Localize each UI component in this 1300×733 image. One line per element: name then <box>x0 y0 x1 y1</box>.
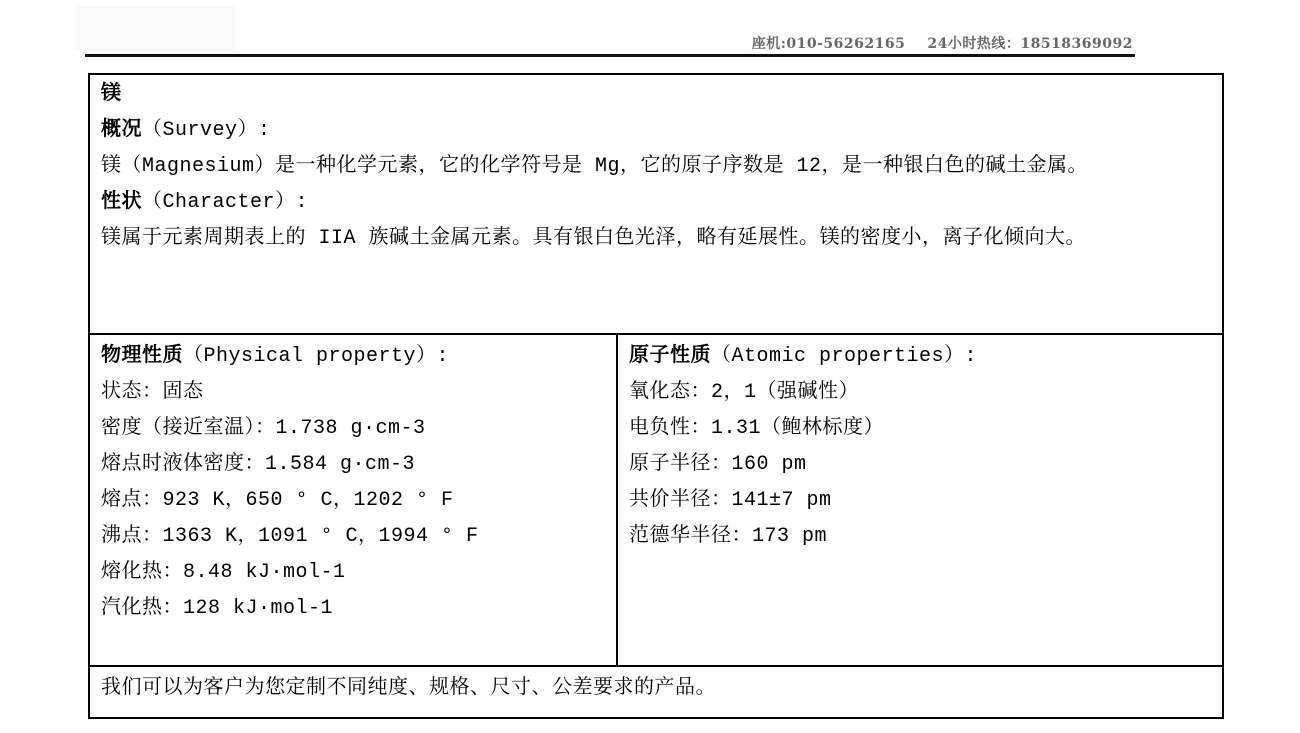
properties-table <box>90 333 1222 665</box>
atomic-heading-cn: 原子性质 <box>629 345 711 368</box>
physical-row: 密度（接近室温）：1.738 g·cm-3 <box>101 417 426 440</box>
atomic-heading-en: （Atomic properties）: <box>711 345 978 368</box>
atomic-row: 共价半径：141±7 pm <box>629 489 832 512</box>
header-divider <box>85 54 1135 57</box>
physical-heading <box>101 339 606 375</box>
custom-order-note-cell <box>90 665 1222 717</box>
physical-row: 沸点：1363 K，1091 ° C，1994 ° F <box>101 525 479 548</box>
product-detail-box <box>88 73 1224 719</box>
survey-heading <box>101 113 1210 149</box>
physical-heading-cn: 物理性质 <box>101 345 183 368</box>
custom-order-note: 我们可以为客户为您定制不同纯度、规格、尺寸、公差要求的产品。 <box>101 677 716 700</box>
physical-properties-cell <box>90 335 618 665</box>
physical-row: 状态：固态 <box>101 381 204 404</box>
intro-section <box>90 75 1222 333</box>
survey-body: 镁（Magnesium）是一种化学元素，它的化学符号是 Mg，它的原子序数是 12，是一种银白色的碱土金属。 <box>101 155 1089 178</box>
character-heading <box>101 185 1210 221</box>
atomic-row: 范德华半径：173 pm <box>629 525 828 548</box>
atomic-row: 电负性：1.31（鲍林标度） <box>629 417 885 440</box>
faded-logo <box>75 5 235 50</box>
survey-heading-en: （Survey）: <box>142 119 271 142</box>
hotline-number: 24小时热线：18518369092 <box>927 36 1133 52</box>
survey-heading-cn: 概况 <box>101 119 142 142</box>
atomic-heading <box>629 339 1212 375</box>
character-heading-cn: 性状 <box>101 191 142 214</box>
character-body: 镁属于元素周期表上的 IIA 族碱土金属元素。具有银白色光泽，略有延展性。镁的密度小，离子化倾向大。 <box>101 227 1087 250</box>
atomic-row: 氧化态：2，1（强碱性） <box>629 381 860 404</box>
character-heading-en: （Character）: <box>142 191 309 214</box>
contact-info <box>752 33 1133 53</box>
atomic-properties-cell <box>618 335 1222 665</box>
atomic-row: 原子半径：160 pm <box>629 453 807 476</box>
physical-row: 熔化热：8.48 kJ·mol-1 <box>101 561 346 584</box>
physical-row: 汽化热：128 kJ·mol-1 <box>101 597 334 620</box>
physical-heading-en: （Physical property）: <box>183 345 450 368</box>
element-title: 镁 <box>101 83 122 106</box>
physical-row: 熔点时液体密度：1.584 g·cm-3 <box>101 453 416 476</box>
physical-row: 熔点：923 K，650 ° C，1202 ° F <box>101 489 454 512</box>
phone-number: 座机:010-56262165 <box>751 36 906 52</box>
